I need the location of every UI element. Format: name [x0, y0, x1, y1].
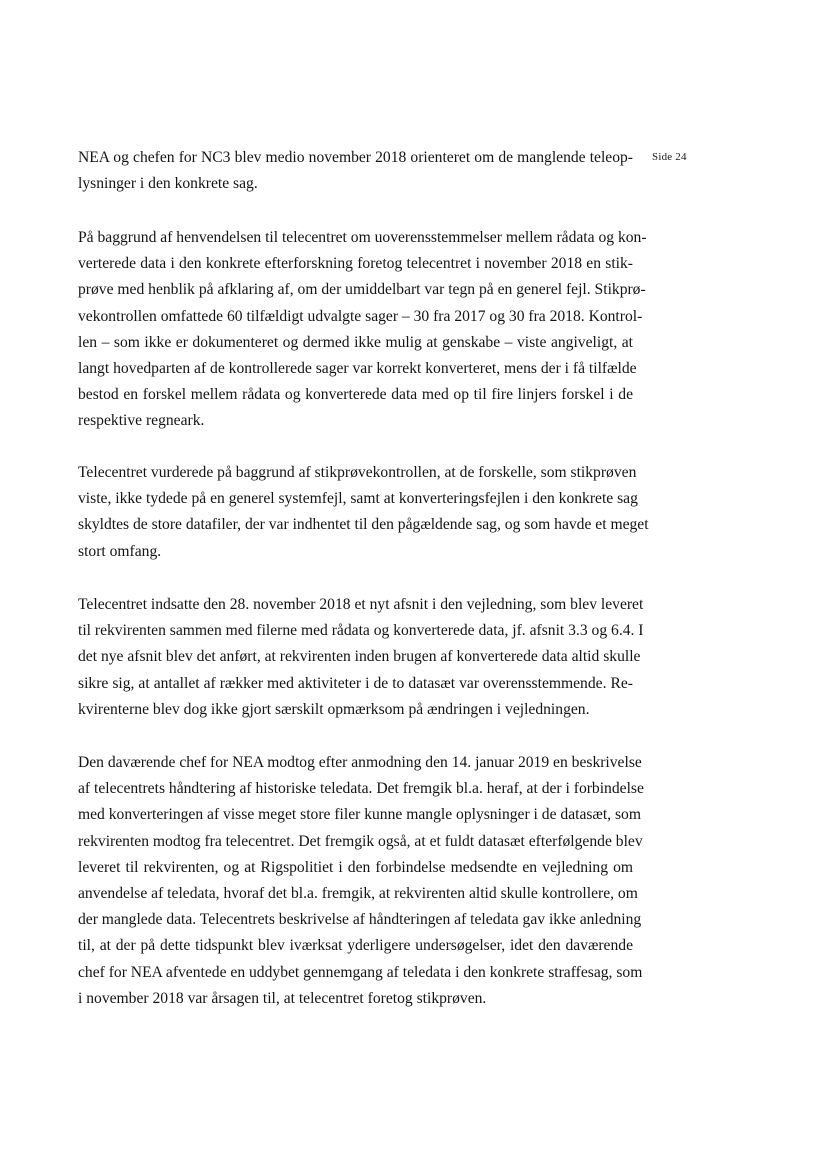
text-line: På baggrund af henvendelsen til telecentret om uoverensstemmelser mellem rådata og kon- — [78, 229, 647, 246]
text-line: rekvirenten modtog fra telecentret. Det fremgik også, at et fuldt datasæt efterfølgende blev — [78, 832, 643, 850]
text-line: anvendelse af teledata, hvoraf det bl.a. fremgik, at rekvirenten altid skulle kontrollere, om — [78, 884, 638, 902]
text-line: Telecentret indsatte den 28. november 2018 et nyt afsnit i den vejledning, som blev leveret — [78, 596, 644, 613]
text-line: NEA og chefen for NC3 blev medio november 2018 orienteret om de manglende teleop- — [78, 149, 633, 166]
text-line: med konverteringen af visse meget store filer kunne mangle oplysninger i de datasæt, som — [78, 806, 641, 824]
text-line: af telecentrets håndtering af historiske teledata. Det fremgik bl.a. heraf, at der i forbindelse — [78, 780, 644, 798]
paragraph-3 — [78, 460, 649, 565]
text-line: til, at der på dette tidspunkt blev iværksat yderligere undersøgelser, idet den daværende — [78, 937, 633, 955]
text-line: lysninger i den konkrete sag. — [78, 175, 258, 193]
text-line: til rekvirenten sammen med filerne med rådata og konverterede data, jf. afsnit 3.3 og 6.4. I — [78, 622, 644, 640]
text-line: verterede data i den konkrete efterforskning foretog telecentret i november 2018 en stik- — [78, 255, 633, 273]
paragraph-2 — [78, 225, 647, 435]
text-line: Den daværende chef for NEA modtog efter anmodning den 14. januar 2019 en beskrivelse — [78, 754, 642, 771]
text-line: vekontrollen omfattede 60 tilfældigt udvalgte sager – 30 fra 2017 og 30 fra 2018. Kontrol- — [78, 307, 643, 325]
text-line: langt hovedparten af de kontrollerede sager var korrekt konverteret, mens der i få tilfælde — [78, 359, 637, 377]
text-line: der manglede data. Telecentrets beskrivelse af håndteringen af teledata gav ikke anledning — [78, 911, 642, 929]
paragraph-5 — [78, 750, 644, 1012]
text-line: skyldtes de store datafiler, der var indhentet til den pågældende sag, og som havde et meget — [78, 516, 649, 534]
text-line: viste, ikke tydede på en generel systemfejl, samt at konverteringsfejlen i den konkrete sag — [78, 490, 638, 508]
text-line: stort omfang. — [78, 542, 162, 560]
text-line: prøve med henblik på afklaring af, om der umiddelbart var tegn på en generel fejl. Stikprø- — [78, 281, 646, 299]
text-line: leveret til rekvirenten, og at Rigspolitiet i den forbindelse medsendte en vejledning om — [78, 858, 633, 876]
text-line: len – som ikke er dokumenteret og dermed ikke mulig at genskabe – viste angiveligt, at — [78, 333, 633, 351]
paragraph-1 — [78, 145, 633, 197]
text-line: det nye afsnit blev det anført, at rekvirenten inden brugen af konverterede data altid skulle — [78, 648, 641, 666]
text-line: sikre sig, at antallet af rækker med aktiviteter i de to datasæt var overensstemmende. Re- — [78, 674, 633, 692]
text-line: bestod en forskel mellem rådata og konverterede data med op til fire linjers forskel i de — [78, 386, 633, 404]
paragraph-4 — [78, 592, 644, 723]
text-line: kvirenterne blev dog ikke gjort særskilt opmærksom på ændringen i vejledningen. — [78, 700, 590, 718]
text-line: Telecentret vurderede på baggrund af stikprøvekontrollen, at de forskelle, som stikprøven — [78, 464, 637, 481]
page-number: Side 24 — [652, 151, 687, 163]
text-line: chef for NEA afventede en uddybet gennemgang af teledata i den konkrete straffesag, som — [78, 963, 643, 981]
text-line: i november 2018 var årsagen til, at telecentret foretog stikprøven. — [78, 989, 487, 1007]
text-line: respektive regneark. — [78, 412, 205, 430]
